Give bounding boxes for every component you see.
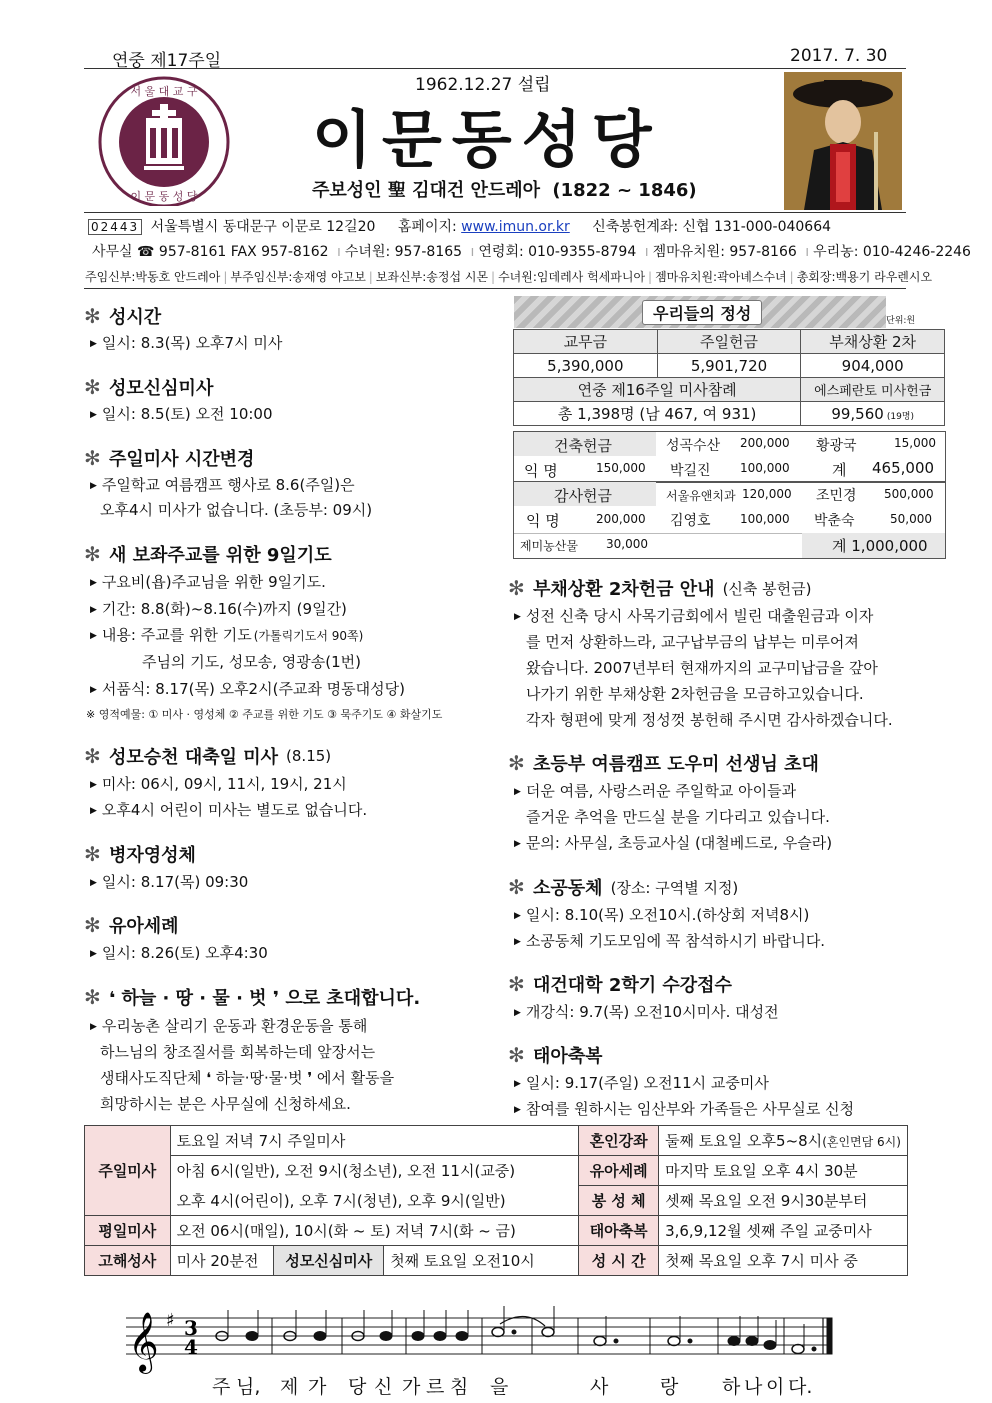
lyric-syllable: 님, [236, 1376, 261, 1398]
staff-council: 총회장:백용기 라우렌시오 [796, 270, 933, 284]
week-label: 연중 제17주일 [112, 51, 222, 71]
section-heading: ✻ 대건대학 2학기 수강접수 [508, 972, 732, 996]
music-staff [120, 1296, 840, 1376]
schedule-label: 주일미사 [85, 1126, 171, 1216]
section-marker-icon: ✻ [84, 304, 101, 328]
donor-name: 익 명 [526, 512, 560, 530]
lyric-syllable: 사 [590, 1376, 609, 1398]
total-amount: 계 1,000,000 [832, 537, 928, 555]
lyric-syllable: 을 [490, 1376, 509, 1398]
table-cell: 904,000 [801, 354, 945, 378]
schedule-label: 평일미사 [85, 1216, 171, 1246]
list-item: ▶ 일시: 8.10(목) 오전10시.(하상회 저녁8시) [514, 906, 810, 924]
lyric-syllable: 주 [212, 1376, 231, 1398]
patron-saint [312, 176, 697, 202]
section-heading: ✻ 초등부 여름캠프 도우미 선생님 초대 [508, 751, 819, 775]
zip-code: 02443 [88, 219, 142, 235]
donor-amount: 200,000 [596, 512, 646, 526]
thanks-fund-block [513, 481, 946, 559]
sharp-icon: ♯ [166, 1310, 175, 1331]
list-item-continued: 나가기 위한 부채상환 2차헌금을 모금하고있습니다. [526, 685, 864, 703]
lyric-syllable: 다. [788, 1376, 813, 1398]
treble-clef-icon: 𝄞 [128, 1312, 159, 1372]
table-header-cell: 주일헌금 [657, 330, 801, 354]
section-heading: ✻ 주일미사 시간변경 [84, 446, 255, 470]
info-rule [84, 212, 906, 213]
table-cell: 5,901,720 [657, 354, 801, 378]
phone-funeral: 연령회: 010-9355-8794 [478, 244, 637, 260]
list-item: ▶ 문의: 사무실, 초등교사실 (대철베드로, 우슬라) [514, 834, 833, 852]
section-heading: ✻ 유아세례 [84, 913, 179, 937]
list-item: ▶ 일시: 8.3(목) 오후7시 미사 [90, 334, 283, 352]
section-marker-icon: ✻ [508, 875, 525, 899]
patron-years: (1822 ~ 1846) [552, 180, 697, 201]
list-item: ▶ 일시: 8.17(목) 09:30 [90, 873, 249, 891]
donor-amount: 500,000 [884, 487, 934, 501]
donor-name: 제미농산물 [520, 539, 578, 553]
list-item: ▶ 성전 신축 당시 사목기금회에서 빌린 대출원금과 이자 [514, 607, 874, 625]
schedule-value: 오전 06시(매일), 10시(화 ~ 토) 저녁 7시(화 ~ 금) [170, 1216, 579, 1246]
lyric-syllable: 가 [402, 1376, 421, 1398]
list-item: ▶ 일시: 9.17(주일) 오전11시 교중미사 [514, 1074, 769, 1092]
section-heading: ✻ 성시간 [84, 304, 162, 328]
building-label: 건축헌금 [554, 437, 612, 455]
section-marker-icon: ✻ [84, 542, 101, 566]
list-item-continued: 생태사도직단체 ❛ 하늘·땅·물·벗 ❜ 에서 활동을 [100, 1069, 395, 1087]
account-info: 신축봉헌계좌: 신협 131-000-040664 [592, 219, 832, 235]
schedule-label: 성 시 간 [579, 1246, 659, 1276]
section-marker-icon: ✻ [508, 972, 525, 996]
list-item: ▶ 기간: 8.8(화)~8.16(수)까지 (9일간) [90, 600, 347, 618]
phone-kindergarten: 젬마유치원: 957-8166 [652, 244, 797, 260]
section-marker-icon: ✻ [84, 913, 101, 937]
issue-date: 2017. 7. 30 [790, 46, 888, 66]
lyric-syllable: 나 [744, 1376, 763, 1398]
parish-seal [90, 76, 238, 206]
section-heading: ✻ 태아축복 [508, 1043, 603, 1067]
founded-date: 1962.12.27 설립 [415, 75, 551, 95]
list-item: ▶ 내용: 주교를 위한 기도 (가톨릭기도서 90쪽) [90, 626, 364, 644]
mass-schedule-table [84, 1125, 908, 1276]
section-heading: ✻ 성모신심미사 [84, 375, 214, 399]
lyric-syllable: 이 [766, 1376, 785, 1398]
offering-table [513, 329, 945, 426]
list-item: ▶ 일시: 8.26(토) 오후4:30 [90, 944, 268, 962]
schedule-value: 셋째 목요일 오전 9시30분부터 [659, 1186, 908, 1216]
list-item: ▶ 구요비(욥)주교님을 위한 9일기도. [90, 573, 326, 591]
building-fund-block [513, 431, 946, 483]
table-cell: 5,390,000 [514, 354, 658, 378]
section-marker-icon: ✻ [508, 751, 525, 775]
staff-pastor: 주임신부:박동호 안드레아 [85, 270, 221, 284]
homepage-label: 홈페이지: [397, 219, 457, 235]
lyric-syllable: 르 [426, 1376, 445, 1398]
section-marker-icon: ✻ [84, 744, 101, 768]
header-rule [84, 68, 906, 69]
phone-convent: 수녀원: 957-8165 [344, 244, 463, 260]
lyric-syllable: 랑 [660, 1376, 679, 1398]
donor-amount: 50,000 [890, 512, 932, 526]
patron-name: 주보성인 聖 김대건 안드레아 [312, 180, 541, 201]
section-heading: ✻ 병자영성체 [84, 842, 196, 866]
schedule-value: 미사 20분전 [170, 1246, 274, 1276]
donor-amount: 100,000 [740, 512, 790, 526]
list-item: ▶ 오후4시 어린이 미사는 별도로 없습니다. [90, 801, 368, 819]
list-item: ▶ 우리농촌 살리기 운동과 환경운동을 통해 [90, 1017, 368, 1035]
schedule-value: 첫째 토요일 오전10시 [384, 1246, 579, 1276]
schedule-value: 토요일 저녁 7시 주일미사 [170, 1126, 579, 1156]
homepage-link[interactable]: www.imun.or.kr [461, 219, 570, 235]
list-item-continued: 즐거운 추억을 만드실 분을 기다리고 있습니다. [526, 808, 830, 826]
table-cell: 99,560 (19명) [801, 402, 945, 426]
donor-name: 조민경 [816, 488, 857, 504]
schedule-label: 봉 성 체 [579, 1186, 659, 1216]
donor-name: 김영호 [670, 513, 711, 529]
section-marker-icon: ✻ [84, 842, 101, 866]
section-marker-icon: ✻ [84, 446, 101, 470]
lyric-syllable: 가 [308, 1376, 327, 1398]
section-marker-icon: ✻ [84, 375, 101, 399]
staff-assoc: 부주임신부:송재영 야고보 [230, 270, 366, 284]
list-item-continued: 오후4시 미사가 없습니다. (초등부: 09시) [100, 501, 373, 519]
table-header-cell: 교무금 [514, 330, 658, 354]
schedule-value: 3,6,9,12월 셋째 주일 교중미사 [659, 1216, 908, 1246]
lyric-syllable: 신 [374, 1376, 393, 1398]
donor-amount: 150,000 [596, 461, 646, 475]
offering-title: 우리들의 정성 [642, 300, 762, 325]
table-header-cell: 에스페란토 미사헌금 [801, 378, 945, 402]
section-marker-icon: ✻ [84, 985, 101, 1009]
list-item-continued: 하느님의 창조질서를 회복하는데 앞장서는 [100, 1043, 376, 1061]
phones-row: 사무실 ☎ 957-8161 FAX 957-8162 ı 수녀원: 957-8165 ı 연령회: 010-9355-8794 ı 젬마유치원: 957-8166 ı 우리농: 010-4246-2246 [92, 244, 971, 260]
schedule-label: 유아세례 [579, 1156, 659, 1186]
schedule-label: 혼인강좌 [579, 1126, 659, 1156]
list-item-continued: 를 먼저 상환하느라, 교구납부금의 납부는 미루어져 [526, 633, 859, 651]
list-item-continued: 주님의 기도, 성모송, 영광송(1번) [142, 653, 361, 671]
staff-convent: 수녀원:임데레사 헉세파니아 [498, 270, 646, 284]
schedule-value: 아침 6시(일반), 오전 9시(청소년), 오전 11시(교중) [170, 1156, 579, 1186]
unit-label: 단위:원 [886, 316, 916, 326]
donor-name: 익 명 [524, 462, 558, 480]
donor-amount: 100,000 [740, 461, 790, 475]
table-header-cell: 연중 제16주일 미사참례 [514, 378, 801, 402]
staff-kinder: 젬마유치원:곽아녜스수녀 [655, 270, 787, 284]
schedule-label: 태아축복 [579, 1216, 659, 1246]
total-label: 계 [832, 461, 847, 479]
time-signature-bottom: 4 [184, 1335, 198, 1359]
list-item: ▶ 참여를 원하시는 임산부와 가족들은 사무실로 신청 [514, 1100, 855, 1118]
list-item: ▶ 미사: 06시, 09시, 11시, 19시, 21시 [90, 775, 347, 793]
staff-assistant: 보좌신부:송정섭 시몬 [375, 270, 489, 284]
address: 서울특별시 동대문구 이문로 12길20 [150, 219, 376, 235]
time-signature-top: 3 [184, 1316, 198, 1340]
donor-amount: 15,000 [894, 436, 936, 450]
schedule-value: 마지막 토요일 오후 4시 30분 [659, 1156, 908, 1186]
list-item: ▶ 소공동체 기도모임에 꼭 참석하시기 바랍니다. [514, 932, 826, 950]
table-header-cell: 부채상환 2차 [801, 330, 945, 354]
address-row [88, 216, 831, 236]
lyric-syllable: 침 [450, 1376, 469, 1398]
section-heading: ✻ 소공동체 (장소: 구역별 지정) [508, 875, 739, 899]
section-marker-icon: ✻ [508, 1043, 525, 1067]
lyric-syllable: 하 [722, 1376, 741, 1398]
section-heading: ✻ 새 보좌주교를 위한 9일기도 [84, 542, 332, 566]
note-line: ※ 영적예물: ① 미사 · 영성체 ② 주교를 위한 기도 ③ 묵주기도 ④ 화살기도 [86, 708, 443, 721]
saint-portrait [784, 72, 902, 210]
donor-name: 성곡수산 [666, 438, 721, 454]
svg-text:서 울 대 교 구: 서 울 대 교 구 [130, 85, 198, 98]
lyric-syllable: 제 [280, 1376, 299, 1398]
section-marker-icon: ✻ [508, 576, 525, 600]
staff-rule [84, 288, 906, 289]
donor-amount: 30,000 [606, 537, 648, 551]
list-item: ▶ 더운 여름, 사랑스러운 주일학교 아이들과 [514, 782, 797, 800]
schedule-value: 첫째 목요일 오후 7시 미사 중 [659, 1246, 908, 1276]
list-item: ▶ 서품식: 8.17(목) 오후2시(주교좌 명동대성당) [90, 680, 405, 698]
section-heading: ✻ ❛ 하늘 · 땅 · 물 · 벗 ❜ 으로 초대합니다. [84, 985, 421, 1009]
section-heading: ✻ 부채상환 2차헌금 안내 (신축 봉헌금) [508, 576, 812, 600]
donor-name: 박길진 [670, 463, 711, 479]
table-cell: 총 1,398명 (남 467, 여 931) [514, 402, 801, 426]
list-item: ▶ 개강식: 9.7(목) 오전10시미사. 대성전 [514, 1003, 779, 1021]
staff-row: 주임신부:박동호 안드레아 | 부주임신부:송재영 야고보 | 보좌신부:송정섭 시몬 | 수녀원:임데레사 헉세파니아 | 젬마유치원:곽아녜스수녀 | 총회장:백용기 라우렌시오 [85, 270, 933, 284]
schedule-value: 둘째 토요일 오후5~8시(혼인면담 6시) [659, 1126, 908, 1156]
schedule-label: 성모신심미사 [274, 1246, 384, 1276]
offering-banner [514, 296, 886, 328]
thanks-label: 감사헌금 [554, 487, 612, 505]
donor-name: 서울유앤치과 [666, 489, 736, 503]
lyric-syllable: 당 [348, 1376, 367, 1398]
list-item: ▶ 주일학교 여름캠프 행사로 8.6(주일)은 [90, 476, 355, 494]
svg-text:이 문 동 성 당: 이 문 동 성 당 [130, 190, 198, 203]
list-item-continued: 희망하시는 분은 사무실에 신청하세요. [100, 1095, 351, 1113]
parish-title: 이문동성당 [312, 103, 662, 176]
donor-name: 황광국 [816, 438, 857, 454]
section-heading: ✻ 성모승천 대축일 미사 (8.15) [84, 744, 332, 768]
schedule-label: 고해성사 [85, 1246, 171, 1276]
phone-office: 사무실 ☎ 957-8161 FAX 957-8162 [92, 244, 329, 260]
list-item-continued: 각자 형편에 맞게 정성껏 봉헌해 주시면 감사하겠습니다. [526, 711, 893, 729]
total-amount: 465,000 [872, 459, 935, 477]
donor-amount: 120,000 [742, 487, 792, 501]
list-item: ▶ 일시: 8.5(토) 오전 10:00 [90, 405, 273, 423]
phone-farm: 우리농: 010-4246-2246 [813, 244, 971, 260]
donor-amount: 200,000 [740, 436, 790, 450]
donor-name: 박춘숙 [814, 513, 855, 529]
list-item-continued: 왔습니다. 2007년부터 현재까지의 교구미납금을 갚아 [526, 659, 878, 677]
schedule-value: 오후 4시(어린이), 오후 7시(청년), 오후 9시(일반) [170, 1186, 579, 1216]
